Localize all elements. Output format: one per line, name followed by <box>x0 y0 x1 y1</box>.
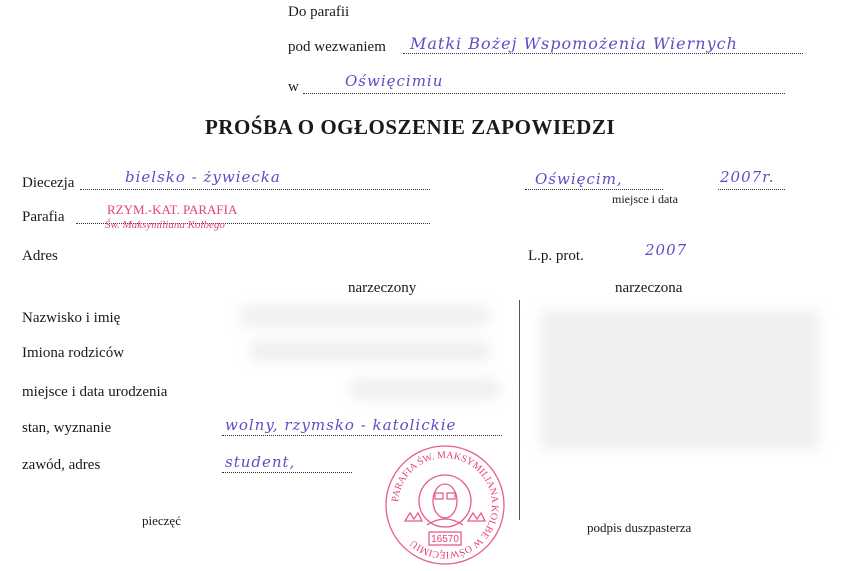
in-label: w <box>288 79 299 95</box>
dotted-line <box>303 93 785 94</box>
redacted-area <box>240 305 490 327</box>
to-parish-label: Do parafii <box>288 4 350 20</box>
parish-stamp-line1: RZYM.-KAT. PARAFIA <box>107 202 238 217</box>
in-value: Oświęcimiu <box>345 72 444 90</box>
groom-column-header: narzeczony <box>348 280 417 296</box>
place-date-label: miejsce i data <box>612 192 678 206</box>
parish-label: Parafia <box>22 209 65 225</box>
diocese-label: Diecezja <box>22 175 75 191</box>
redacted-area <box>540 310 820 450</box>
dotted-line <box>525 189 663 190</box>
page-title: PROŚBA O OGŁOSZENIE ZAPOWIEDZI <box>204 115 615 139</box>
diocese-value: bielsko - żywiecka <box>125 168 281 186</box>
dedication-label: pod wezwaniem <box>288 39 386 55</box>
dotted-line <box>718 189 785 190</box>
column-divider <box>519 300 520 520</box>
dotted-line <box>222 435 502 436</box>
dedication-value: Matki Bożej Wspomożenia Wiernych <box>410 34 738 53</box>
dotted-line <box>222 472 352 473</box>
occupation-value: student, <box>225 453 296 471</box>
signature-label: podpis duszpasterza <box>587 520 692 535</box>
row-label: Nazwisko i imię <box>22 310 121 326</box>
parish-seal-icon <box>385 445 505 565</box>
protocol-value: 2007 <box>645 241 688 259</box>
parish-stamp-line2: Św. Maksymiliana Kolbego <box>105 219 225 231</box>
protocol-label: L.p. prot. <box>528 248 584 264</box>
marital-status-value: wolny, rzymsko - katolickie <box>225 416 457 434</box>
seal-text: PARAFIA ŚW. MAKSYMILIANA KOLBE W OŚWIĘCIMIU <box>390 449 501 561</box>
row-label: stan, wyznanie <box>22 420 112 436</box>
row-label: Imiona rodziców <box>22 345 125 361</box>
seal-number: 16570 <box>431 534 459 545</box>
dotted-line <box>80 189 430 190</box>
bride-column-header: narzeczona <box>615 280 683 296</box>
redacted-area <box>350 378 500 400</box>
dotted-line <box>403 53 803 54</box>
address-label: Adres <box>22 248 58 264</box>
row-label: zawód, adres <box>22 457 101 473</box>
seal-label: pieczęć <box>142 513 181 528</box>
row-label: miejsce i data urodzenia <box>22 384 168 400</box>
place-value: Oświęcim, <box>535 170 623 188</box>
year-value: 2007r. <box>720 168 775 186</box>
redacted-area <box>250 340 490 362</box>
